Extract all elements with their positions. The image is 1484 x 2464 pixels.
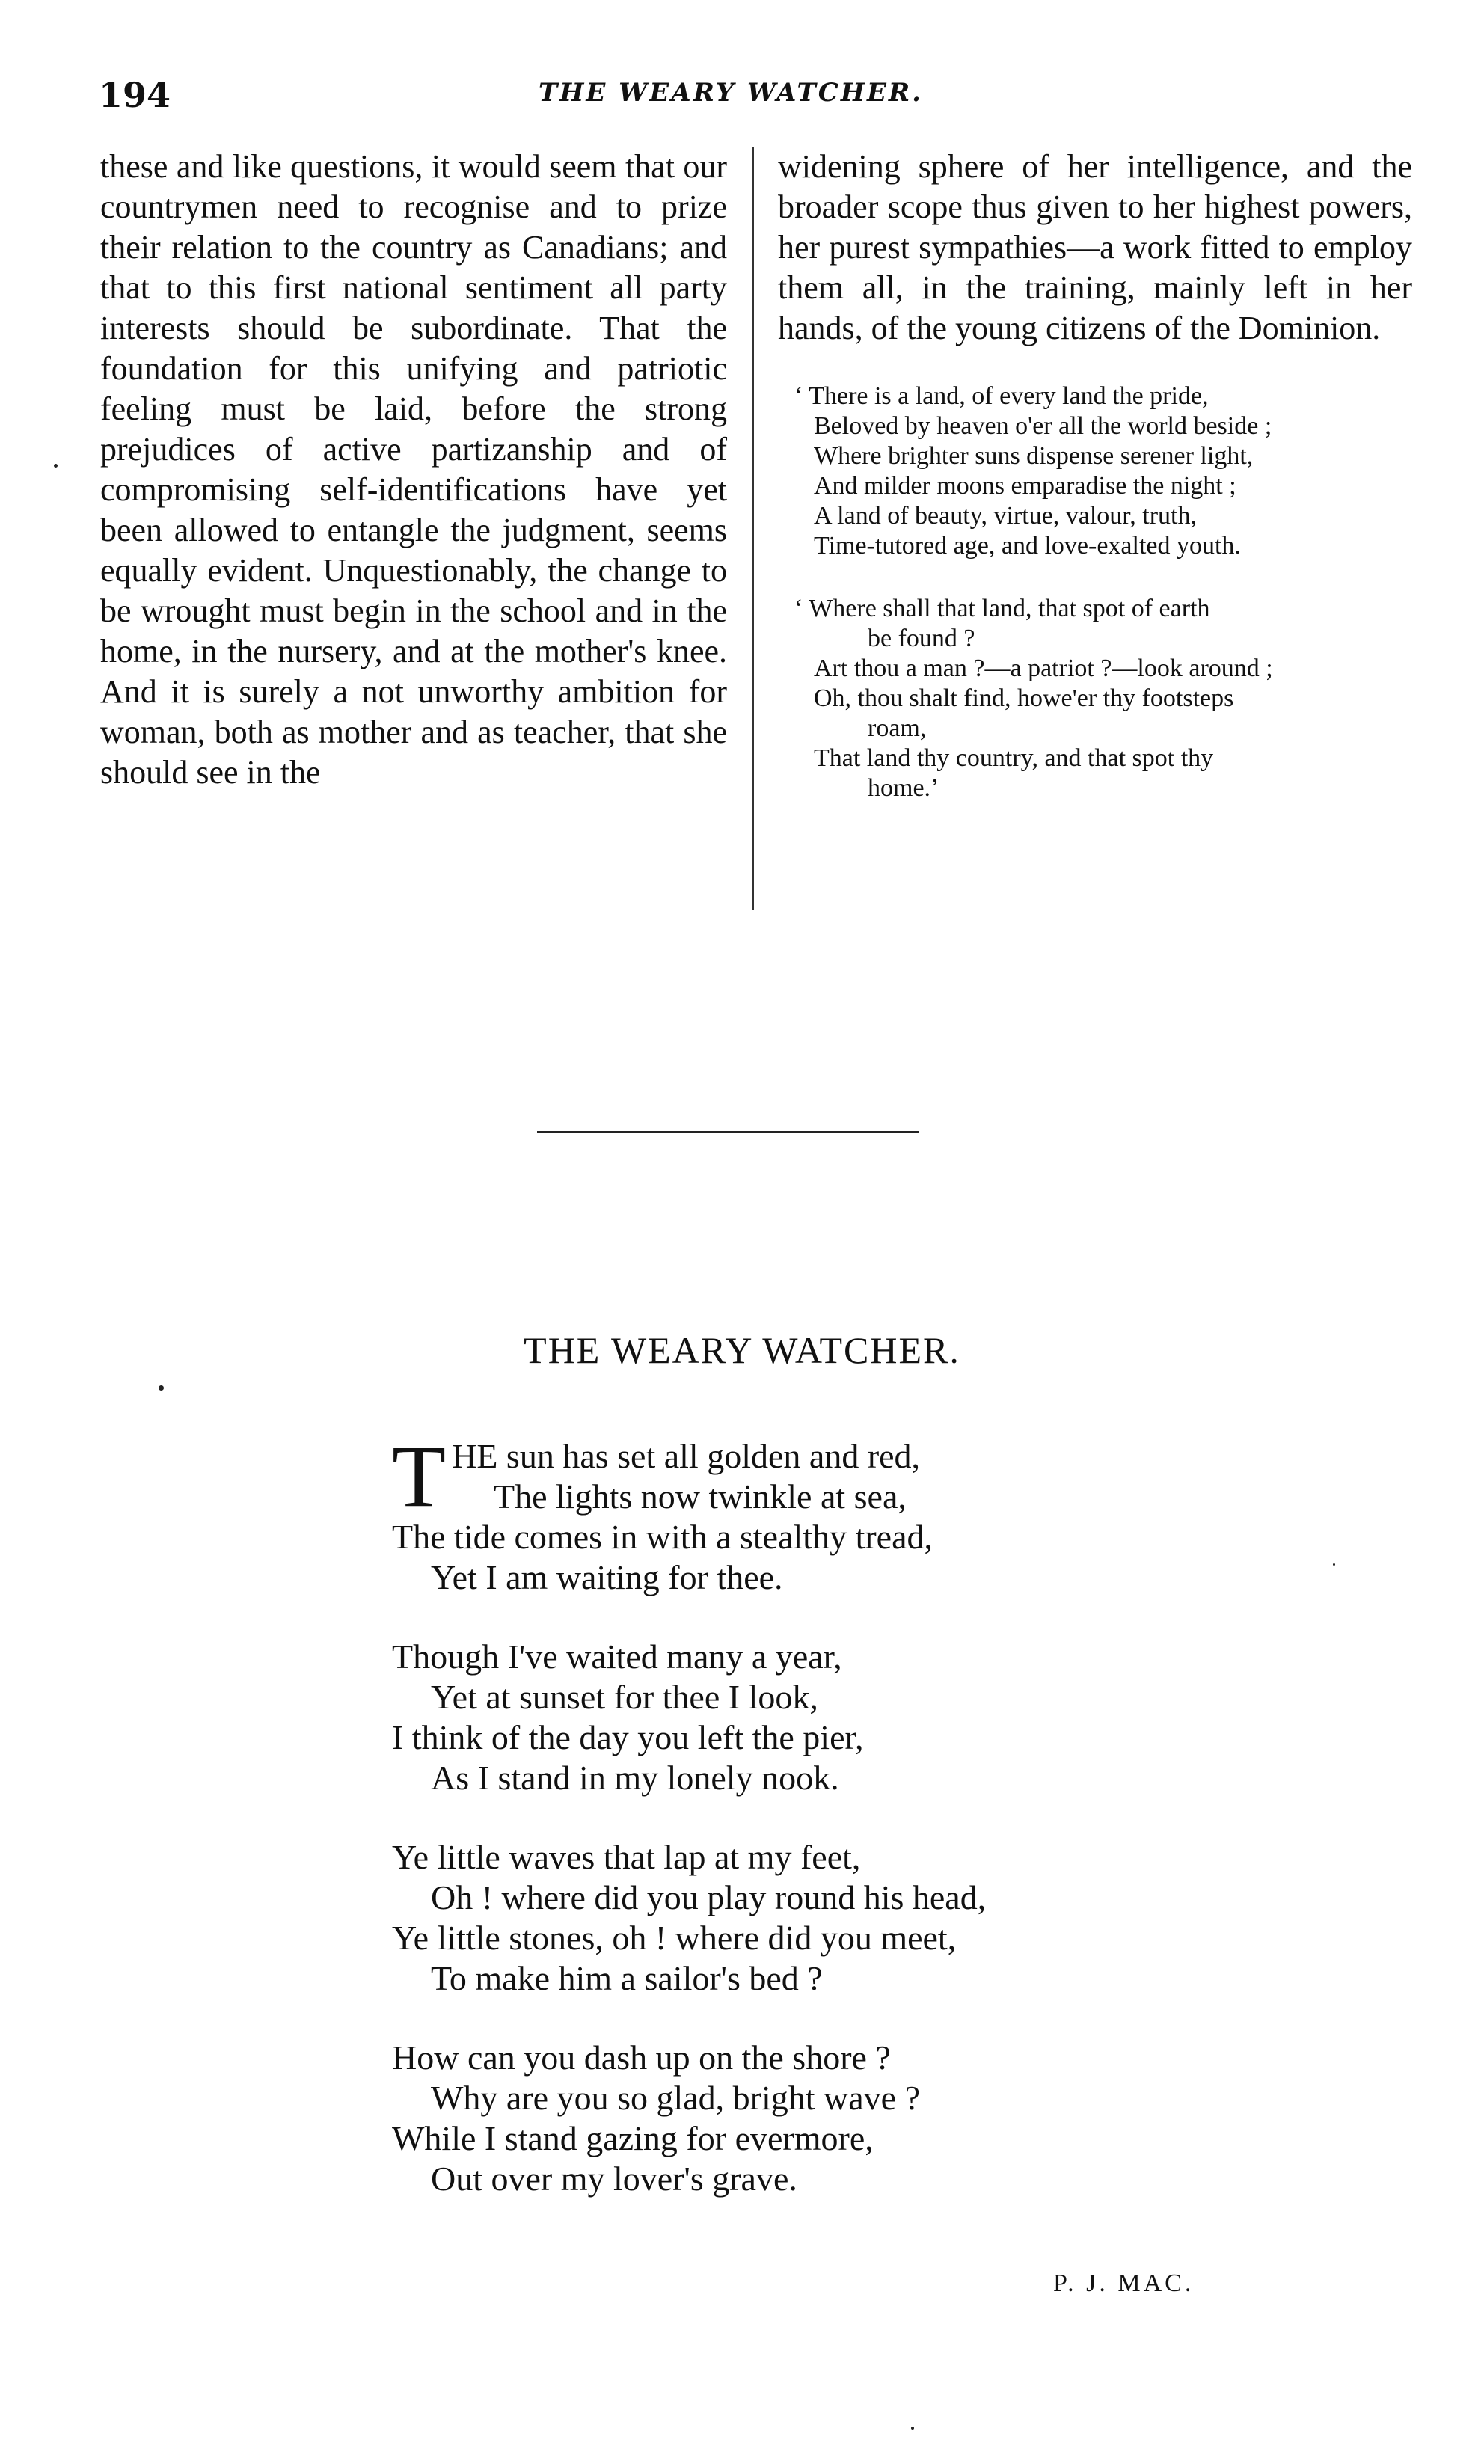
poem-line: Why are you so glad, bright wave ? bbox=[431, 2079, 921, 2117]
ink-speck bbox=[54, 464, 58, 468]
quoted-verse bbox=[778, 381, 1412, 803]
poem-line: How can you dash up on the shore ? bbox=[392, 2038, 891, 2077]
verse-line: home.’ bbox=[868, 774, 939, 802]
verse-line: Where brighter suns dispense serener light, bbox=[814, 442, 1254, 470]
poem-line: Though I've waited many a year, bbox=[392, 1637, 842, 1676]
verse-line: A land of beauty, virtue, valour, truth, bbox=[814, 502, 1197, 530]
poem bbox=[392, 1427, 1215, 2238]
poem-line: Yet I am waiting for thee. bbox=[431, 1558, 783, 1596]
ink-speck bbox=[159, 1385, 164, 1391]
verse-line: Beloved by heaven o'er all the world beside ; bbox=[814, 412, 1272, 440]
left-column-text: these and like questions, it would seem that our countrymen need to recognise and to prize their relation to the country as Canadians; and that to this first national sentiment all party interests should be subordinate. That the foundation for this unifying and patriotic feeling must be laid, before the strong prejudices of active partizanship and of compromising self-identifications have yet been allowed to entangle the judgment, seems equally evident. Unquestionably, the change to be wrought must begin in the school and in the home, in the nursery, and at the mother's knee. And it is surely a not unworthy ambition for woman, both as mother and as teacher, that she should see in the bbox=[100, 148, 727, 791]
poem-title: THE WEARY WATCHER. bbox=[524, 1329, 960, 1371]
article-right-column bbox=[778, 147, 1412, 836]
poem-line: Ye little stones, oh ! where did you meet, bbox=[392, 1919, 957, 1957]
poem-line: Out over my lover's grave. bbox=[431, 2160, 797, 2198]
verse-line: be found ? bbox=[868, 625, 975, 652]
verse-line: roam, bbox=[868, 714, 927, 742]
verse-line: Art thou a man ?—a patriot ?—look around ; bbox=[814, 655, 1273, 682]
verse-line: Oh, thou shalt find, howe'er thy footsteps bbox=[814, 684, 1234, 712]
poem-line: Yet at sunset for thee I look, bbox=[431, 1678, 818, 1716]
drop-cap: T bbox=[392, 1427, 447, 1525]
poem-line: To make him a sailor's bed ? bbox=[431, 1959, 823, 1997]
right-column-text: widening sphere of her intelligence, and the broader scope thus given to her highest powers, her purest sympathies—a work fitted to employ them all, in the training, mainly left in her hands, of the young citizens of the Dominion. bbox=[778, 148, 1412, 346]
section-divider bbox=[537, 1131, 919, 1133]
quoted-stanza-2 bbox=[778, 594, 1412, 803]
running-head: THE WEARY WATCHER. bbox=[539, 78, 923, 108]
ink-speck bbox=[911, 2427, 914, 2430]
poem-stanza-4 bbox=[392, 2038, 1215, 2199]
poem-line: The tide comes in with a stealthy tread, bbox=[392, 1518, 933, 1556]
poem-line: As I stand in my lonely nook. bbox=[431, 1759, 839, 1797]
poem-stanza-3 bbox=[392, 1837, 1215, 1999]
poem-line: The lights now twinkle at sea, bbox=[494, 1477, 907, 1516]
quoted-stanza-1 bbox=[778, 381, 1412, 561]
poem-line: Ye little waves that lap at my feet, bbox=[392, 1838, 861, 1876]
article-left-column bbox=[100, 147, 727, 793]
verse-line: ‘ There is a land, of every land the pride, bbox=[794, 382, 1209, 410]
poem-signature: P. J. MAC. bbox=[1053, 2270, 1195, 2297]
verse-line: And milder moons emparadise the night ; bbox=[814, 472, 1236, 500]
poem-stanza-2 bbox=[392, 1637, 1215, 1798]
verse-line: Time-tutored age, and love-exalted youth. bbox=[814, 532, 1241, 560]
verse-line: That land thy country, and that spot thy bbox=[814, 744, 1214, 772]
page-number: 194 bbox=[99, 75, 171, 115]
poem-line: While I stand gazing for evermore, bbox=[392, 2119, 874, 2157]
poem-stanza-1 bbox=[392, 1427, 1215, 1598]
poem-line: HE sun has set all golden and red, bbox=[452, 1437, 921, 1475]
ink-speck bbox=[1333, 1563, 1335, 1566]
poem-line: Oh ! where did you play round his head, bbox=[431, 1878, 987, 1916]
column-rule bbox=[752, 147, 754, 910]
verse-line: ‘ Where shall that land, that spot of earth bbox=[794, 595, 1210, 622]
poem-line: I think of the day you left the pier, bbox=[392, 1718, 864, 1756]
